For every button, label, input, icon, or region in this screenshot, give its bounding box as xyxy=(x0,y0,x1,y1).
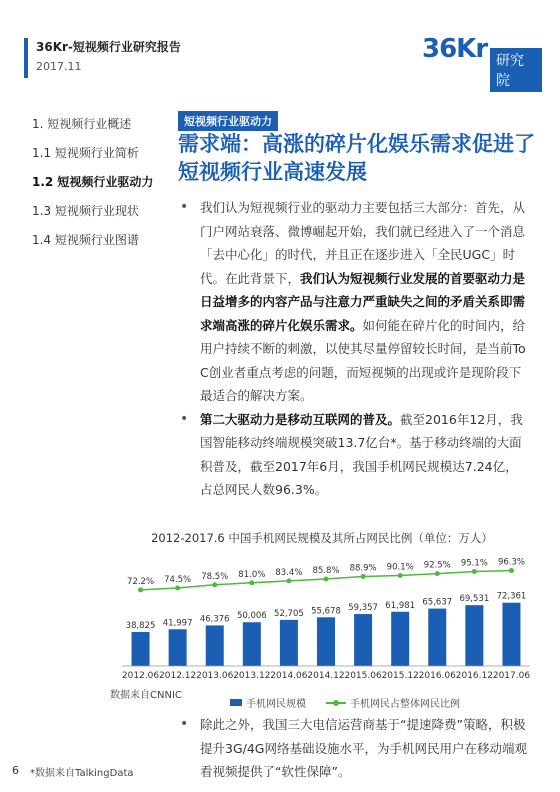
bar-value-label: 65,637 xyxy=(422,597,453,608)
bar-value-label: 52,705 xyxy=(274,608,304,619)
legend-line-swatch xyxy=(326,702,346,704)
bullet-dot-icon: • xyxy=(180,199,189,215)
bullet-item xyxy=(178,713,530,784)
chart-bar xyxy=(317,617,335,666)
line-point xyxy=(212,582,217,587)
x-tick-label: 2015.12 xyxy=(381,671,419,681)
x-tick-label: 2016.06 xyxy=(418,671,456,681)
line-point xyxy=(509,568,514,573)
chart-bar xyxy=(428,609,446,666)
bullet-dot-icon: • xyxy=(180,410,189,427)
toc-item[interactable]: 1.3 短视频行业现状 xyxy=(32,204,139,218)
line-value-label: 95.1% xyxy=(460,558,488,569)
x-tick-label: 2013.06 xyxy=(196,671,234,681)
line-value-label: 81.0% xyxy=(238,569,266,580)
chart-bar xyxy=(243,622,261,666)
x-tick-label: 2012.06 xyxy=(121,671,160,681)
x-tick-label: 2017.06 xyxy=(492,671,531,681)
report-date: 2017.11 xyxy=(36,60,82,73)
chart-bar xyxy=(354,614,372,666)
x-tick-label: 2014.06 xyxy=(270,671,308,681)
bullet-text: 除此之外，我国三大电信运营商基于“提速降费”策略，积极提升3G/4G网络基础设施水平，为手机网民用户在移动端观看视频提供了“软性保障”。 xyxy=(200,717,527,779)
chart-bar xyxy=(465,605,483,666)
logo-text: 36Kr xyxy=(422,34,488,64)
bullet-text: 截至2016年12月，我国智能移动终端规模突破13.7亿台*。基于移动终端的大面积普及，截至2017年6月，我国手机网民规模达7.24亿，占总网民人数96.3%。 xyxy=(200,411,523,497)
mobile-netizen-chart xyxy=(110,548,540,688)
line-value-label: 83.4% xyxy=(275,567,303,578)
bar-value-label: 59,357 xyxy=(348,603,378,614)
line-point xyxy=(286,578,291,583)
report-title: 36Kr-短视频行业研究报告 xyxy=(36,40,181,54)
bullet-list xyxy=(178,196,530,502)
line-point xyxy=(175,586,180,591)
line-point xyxy=(361,574,366,579)
chart-bar xyxy=(169,629,187,666)
bar-value-label: 50,006 xyxy=(236,611,267,622)
line-point xyxy=(435,571,440,576)
chart-bar xyxy=(132,632,150,666)
page-number: 6 xyxy=(12,764,19,777)
line-point xyxy=(324,576,329,581)
line-value-label: 88.9% xyxy=(349,563,377,574)
line-value-label: 92.5% xyxy=(423,560,451,571)
chart-bar xyxy=(206,625,224,666)
header-accent-bar xyxy=(24,38,28,78)
line-value-label: 85.8% xyxy=(312,565,340,576)
table-of-contents xyxy=(32,117,172,262)
page-title: 需求端：高涨的碎片化娱乐需求促进了短视频行业高速发展 xyxy=(178,132,535,184)
line-value-label: 74.5% xyxy=(164,575,192,585)
line-point xyxy=(249,580,254,585)
toc-item[interactable]: 1. 短视频行业概述 xyxy=(32,117,132,131)
bar-value-label: 61,981 xyxy=(385,600,416,611)
line-point xyxy=(398,573,403,578)
line-value-label: 96.3% xyxy=(497,557,525,568)
36kr-logo xyxy=(422,34,542,89)
bullet-text: 如何能在碎片化的时间内，给用户持续不断的刺激，以使其尽量停留较长时间，是当前To C创业者重点考虑的问题，而短视频的出现或许是现阶段下最适合的解决方案。 xyxy=(200,317,526,403)
legend-bar-label: 手机网民规模 xyxy=(246,699,306,710)
bullet-item xyxy=(178,408,530,502)
bar-value-label: 41,997 xyxy=(162,618,193,629)
chart-legend xyxy=(230,695,460,710)
chart-bar xyxy=(280,620,298,666)
chart-bar xyxy=(391,612,409,666)
line-value-label: 90.1% xyxy=(386,562,414,573)
bullet-dot-icon: • xyxy=(180,716,189,732)
bullet-text: 我们认为短视频行业的驱动力主要包括三大部分：首先，从门户网站衰落、微博崛起开始，我们就已经进入了一个消息「去中心化」的时代，并且正在逐步进入「全民UGC」时代。在此背景下， xyxy=(200,200,526,286)
bar-value-label: 46,376 xyxy=(199,614,230,625)
x-tick-label: 2014.12 xyxy=(307,671,345,681)
bullet-bold-text: 我们认为短视频行业发展的首要驱动力是日益增多的内容产品与注意力严重缺失之间的矛盾关系即需求端高涨的碎片化娱乐需求。 xyxy=(200,270,526,333)
x-tick-label: 2012.12 xyxy=(159,671,197,681)
section-tag: 短视频行业驱动力 xyxy=(178,111,278,131)
x-tick-label: 2015.06 xyxy=(344,671,382,681)
toc-item-active[interactable]: 1.2 短视频行业驱动力 xyxy=(32,175,154,189)
bar-value-label: 55,678 xyxy=(311,606,341,617)
toc-item[interactable]: 1.1 短视频行业简析 xyxy=(32,146,139,160)
x-tick-label: 2016.12 xyxy=(455,671,493,681)
toc-item[interactable]: 1.4 短视频行业图谱 xyxy=(32,233,139,247)
bar-value-label: 69,531 xyxy=(459,594,490,605)
legend-line-label: 手机网民占整体网民比例 xyxy=(350,699,460,710)
bullet-bold-text: 第二大驱动力是移动互联网的普及。 xyxy=(200,411,401,427)
line-point xyxy=(138,587,143,592)
chart-source: 数据来自CNNIC xyxy=(110,690,182,701)
legend-bar-swatch xyxy=(230,699,242,706)
bullet-list-2 xyxy=(178,713,530,784)
chart-title: 2012-2017.6 中国手机网民规模及其所占网民比例（单位：万人） xyxy=(151,531,493,545)
footnote: *数据来自TalkingData xyxy=(30,768,134,779)
line-point xyxy=(472,569,477,574)
line-value-label: 78.5% xyxy=(201,571,229,582)
bar-value-label: 38,825 xyxy=(125,621,156,632)
bullet-item xyxy=(178,196,530,408)
logo-badge: 研究院 xyxy=(490,48,542,92)
bar-value-label: 72,361 xyxy=(496,591,527,602)
x-tick-label: 2013.12 xyxy=(233,671,271,681)
chart-bar xyxy=(502,603,520,666)
line-value-label: 72.2% xyxy=(127,576,155,587)
